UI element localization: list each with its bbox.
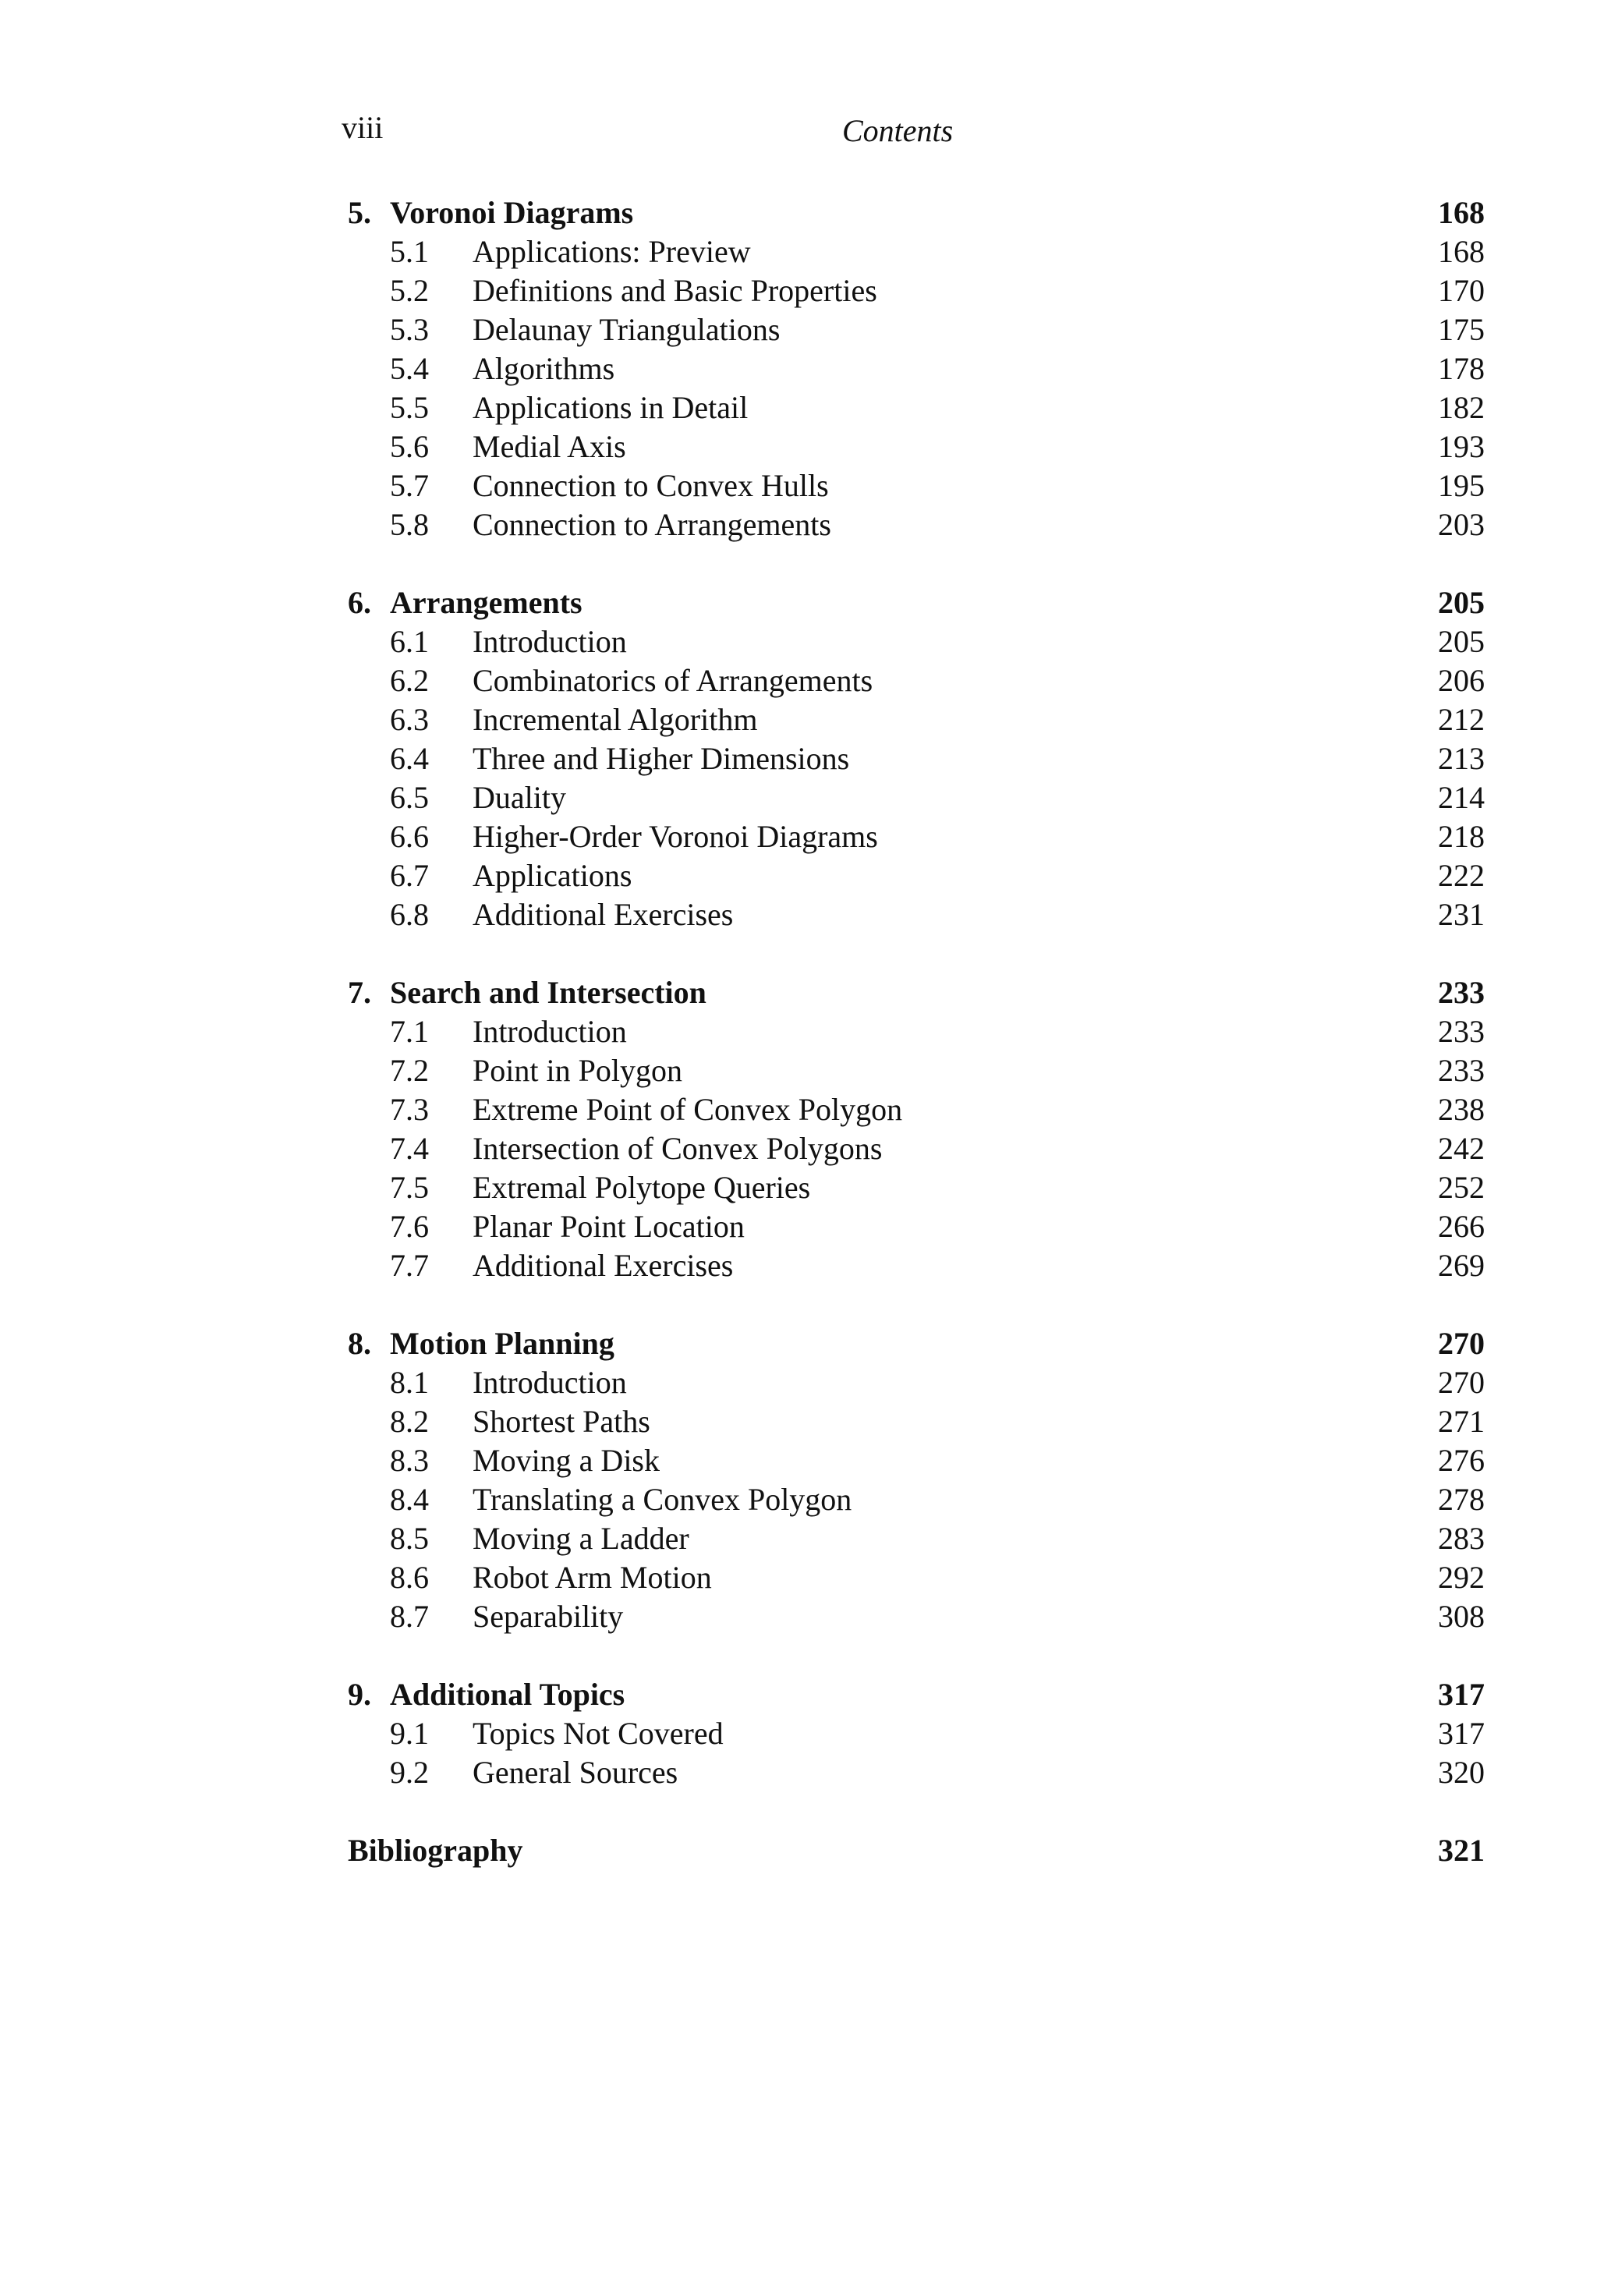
chapter-7 bbox=[348, 973, 1485, 1285]
section-page: 218 bbox=[1438, 819, 1485, 854]
toc-entry[interactable] bbox=[348, 1090, 1485, 1129]
toc-entry[interactable] bbox=[348, 1051, 1485, 1090]
bibliography-entry[interactable] bbox=[348, 1831, 1485, 1870]
toc-entry[interactable] bbox=[348, 1207, 1485, 1246]
chapter-5 bbox=[348, 193, 1485, 544]
table-of-contents bbox=[348, 193, 1485, 1870]
toc-entry[interactable] bbox=[348, 1441, 1485, 1480]
section-number: 6.8 bbox=[390, 897, 429, 932]
chapter-heading[interactable] bbox=[348, 973, 1485, 1012]
section-title: Connection to Arrangements bbox=[473, 507, 831, 542]
section-page: 213 bbox=[1438, 741, 1485, 776]
toc-entry[interactable] bbox=[348, 505, 1485, 544]
section-title: Duality bbox=[473, 780, 566, 815]
chapter-8 bbox=[348, 1324, 1485, 1636]
section-number: 6.6 bbox=[390, 819, 429, 854]
section-page: 278 bbox=[1438, 1482, 1485, 1517]
section-title: Planar Point Location bbox=[473, 1209, 745, 1244]
toc-entry[interactable] bbox=[348, 1246, 1485, 1285]
section-page: 292 bbox=[1438, 1560, 1485, 1595]
section-title: Moving a Disk bbox=[473, 1443, 660, 1478]
chapter-number: 9. bbox=[348, 1677, 371, 1712]
section-title: Separability bbox=[473, 1599, 624, 1634]
section-number: 5.5 bbox=[390, 390, 429, 425]
section-number: 6.4 bbox=[390, 741, 429, 776]
section-page: 308 bbox=[1438, 1599, 1485, 1634]
toc-entry[interactable] bbox=[348, 1714, 1485, 1753]
section-page: 205 bbox=[1438, 624, 1485, 659]
section-title: Additional Exercises bbox=[473, 1248, 734, 1283]
section-title: Point in Polygon bbox=[473, 1053, 682, 1088]
section-page: 317 bbox=[1438, 1716, 1485, 1751]
page-number: viii bbox=[342, 110, 384, 145]
chapter-title: Additional Topics bbox=[390, 1677, 625, 1712]
section-number: 5.3 bbox=[390, 312, 429, 347]
toc-entry[interactable] bbox=[348, 622, 1485, 661]
section-title: Incremental Algorithm bbox=[473, 702, 758, 737]
chapter-number: 6. bbox=[348, 585, 371, 620]
chapter-9 bbox=[348, 1675, 1485, 1792]
section-title: Robot Arm Motion bbox=[473, 1560, 712, 1595]
toc-entry[interactable] bbox=[348, 700, 1485, 739]
section-title: Medial Axis bbox=[473, 429, 626, 464]
section-page: 233 bbox=[1438, 1014, 1485, 1049]
section-number: 5.1 bbox=[390, 234, 429, 269]
chapter-page: 168 bbox=[1438, 195, 1485, 230]
chapter-heading[interactable] bbox=[348, 193, 1485, 232]
toc-entry[interactable] bbox=[348, 817, 1485, 856]
chapter-number: 8. bbox=[348, 1326, 371, 1361]
running-head: Contents bbox=[842, 113, 954, 148]
section-number: 8.4 bbox=[390, 1482, 429, 1517]
section-number: 7.4 bbox=[390, 1131, 429, 1166]
toc-entry[interactable] bbox=[348, 1402, 1485, 1441]
section-page: 233 bbox=[1438, 1053, 1485, 1088]
section-title: Translating a Convex Polygon bbox=[473, 1482, 852, 1517]
section-number: 6.7 bbox=[390, 858, 429, 893]
page-header bbox=[342, 109, 1485, 148]
section-page: 212 bbox=[1438, 702, 1485, 737]
section-number: 7.7 bbox=[390, 1248, 429, 1283]
section-page: 170 bbox=[1438, 273, 1485, 308]
section-number: 6.1 bbox=[390, 624, 429, 659]
section-title: Topics Not Covered bbox=[473, 1716, 724, 1751]
section-title: Extremal Polytope Queries bbox=[473, 1170, 811, 1205]
toc-entry[interactable] bbox=[348, 1480, 1485, 1519]
toc-entry[interactable] bbox=[348, 232, 1485, 271]
section-page: 320 bbox=[1438, 1755, 1485, 1790]
toc-entry[interactable] bbox=[348, 427, 1485, 466]
section-title: Delaunay Triangulations bbox=[473, 312, 781, 347]
section-title: Higher-Order Voronoi Diagrams bbox=[473, 819, 878, 854]
toc-entry[interactable] bbox=[348, 1129, 1485, 1168]
section-page: 269 bbox=[1438, 1248, 1485, 1283]
section-page: 168 bbox=[1438, 234, 1485, 269]
toc-entry[interactable] bbox=[348, 1753, 1485, 1792]
section-title: Algorithms bbox=[473, 351, 615, 386]
section-page: 276 bbox=[1438, 1443, 1485, 1478]
toc-entry[interactable] bbox=[348, 1363, 1485, 1402]
toc-entry[interactable] bbox=[348, 661, 1485, 700]
section-number: 8.6 bbox=[390, 1560, 429, 1595]
section-title: Connection to Convex Hulls bbox=[473, 468, 829, 503]
section-title: Definitions and Basic Properties bbox=[473, 273, 877, 308]
chapter-page: 205 bbox=[1438, 585, 1485, 620]
chapter-title: Arrangements bbox=[390, 585, 582, 620]
chapter-heading[interactable] bbox=[348, 1324, 1485, 1363]
bibliography-title: Bibliography bbox=[348, 1833, 523, 1868]
chapter-title: Voronoi Diagrams bbox=[390, 195, 634, 230]
section-number: 6.3 bbox=[390, 702, 429, 737]
section-number: 5.2 bbox=[390, 273, 429, 308]
toc-entry[interactable] bbox=[348, 1012, 1485, 1051]
section-title: Extreme Point of Convex Polygon bbox=[473, 1092, 903, 1127]
toc-entry[interactable] bbox=[348, 388, 1485, 427]
section-page: 178 bbox=[1438, 351, 1485, 386]
section-title: Moving a Ladder bbox=[473, 1521, 689, 1556]
section-title: Combinatorics of Arrangements bbox=[473, 663, 873, 698]
section-title: General Sources bbox=[473, 1755, 678, 1790]
toc-entry[interactable] bbox=[348, 1558, 1485, 1597]
section-page: 206 bbox=[1438, 663, 1485, 698]
section-page: 203 bbox=[1438, 507, 1485, 542]
section-number: 7.6 bbox=[390, 1209, 429, 1244]
section-title: Additional Exercises bbox=[473, 897, 734, 932]
section-title: Three and Higher Dimensions bbox=[473, 741, 850, 776]
section-title: Introduction bbox=[473, 1014, 627, 1049]
section-page: 214 bbox=[1438, 780, 1485, 815]
section-number: 5.4 bbox=[390, 351, 429, 386]
toc-entry[interactable] bbox=[348, 271, 1485, 310]
section-number: 7.2 bbox=[390, 1053, 429, 1088]
section-number: 8.5 bbox=[390, 1521, 429, 1556]
section-page: 242 bbox=[1438, 1131, 1485, 1166]
section-title: Applications bbox=[473, 858, 632, 893]
section-number: 8.1 bbox=[390, 1365, 429, 1400]
section-number: 7.5 bbox=[390, 1170, 429, 1205]
toc-entry[interactable] bbox=[348, 1168, 1485, 1207]
section-page: 252 bbox=[1438, 1170, 1485, 1205]
section-page: 195 bbox=[1438, 468, 1485, 503]
section-title: Introduction bbox=[473, 624, 627, 659]
section-page: 175 bbox=[1438, 312, 1485, 347]
chapter-page: 270 bbox=[1438, 1326, 1485, 1361]
chapter-heading[interactable] bbox=[348, 1675, 1485, 1714]
toc-entry[interactable] bbox=[348, 310, 1485, 349]
section-page: 222 bbox=[1438, 858, 1485, 893]
section-number: 7.3 bbox=[390, 1092, 429, 1127]
section-number: 5.6 bbox=[390, 429, 429, 464]
section-number: 9.1 bbox=[390, 1716, 429, 1751]
section-title: Intersection of Convex Polygons bbox=[473, 1131, 883, 1166]
bibliography-page: 321 bbox=[1438, 1833, 1485, 1868]
toc-entry[interactable] bbox=[348, 739, 1485, 778]
section-page: 238 bbox=[1438, 1092, 1485, 1127]
section-number: 9.2 bbox=[390, 1755, 429, 1790]
section-number: 6.5 bbox=[390, 780, 429, 815]
section-title: Applications in Detail bbox=[473, 390, 749, 425]
section-page: 266 bbox=[1438, 1209, 1485, 1244]
toc-entry[interactable] bbox=[348, 349, 1485, 388]
section-page: 182 bbox=[1438, 390, 1485, 425]
chapter-page: 317 bbox=[1438, 1677, 1485, 1712]
section-number: 8.7 bbox=[390, 1599, 429, 1634]
chapter-number: 7. bbox=[348, 975, 371, 1010]
chapter-title: Motion Planning bbox=[390, 1326, 614, 1361]
chapter-title: Search and Intersection bbox=[390, 975, 706, 1010]
section-page: 270 bbox=[1438, 1365, 1485, 1400]
toc-entry[interactable] bbox=[348, 1597, 1485, 1636]
section-title: Introduction bbox=[473, 1365, 627, 1400]
section-page: 283 bbox=[1438, 1521, 1485, 1556]
toc-entry[interactable] bbox=[348, 895, 1485, 934]
toc-entry[interactable] bbox=[348, 778, 1485, 817]
chapter-page: 233 bbox=[1438, 975, 1485, 1010]
section-title: Shortest Paths bbox=[473, 1404, 650, 1439]
chapter-heading[interactable] bbox=[348, 583, 1485, 622]
toc-entry[interactable] bbox=[348, 466, 1485, 505]
toc-entry[interactable] bbox=[348, 856, 1485, 895]
section-number: 7.1 bbox=[390, 1014, 429, 1049]
section-number: 8.3 bbox=[390, 1443, 429, 1478]
section-number: 5.7 bbox=[390, 468, 429, 503]
section-number: 5.8 bbox=[390, 507, 429, 542]
chapter-6 bbox=[348, 583, 1485, 934]
chapter-number: 5. bbox=[348, 195, 371, 230]
section-page: 231 bbox=[1438, 897, 1485, 932]
section-page: 271 bbox=[1438, 1404, 1485, 1439]
section-title: Applications: Preview bbox=[473, 234, 751, 269]
section-number: 6.2 bbox=[390, 663, 429, 698]
section-page: 193 bbox=[1438, 429, 1485, 464]
toc-entry[interactable] bbox=[348, 1519, 1485, 1558]
section-number: 8.2 bbox=[390, 1404, 429, 1439]
